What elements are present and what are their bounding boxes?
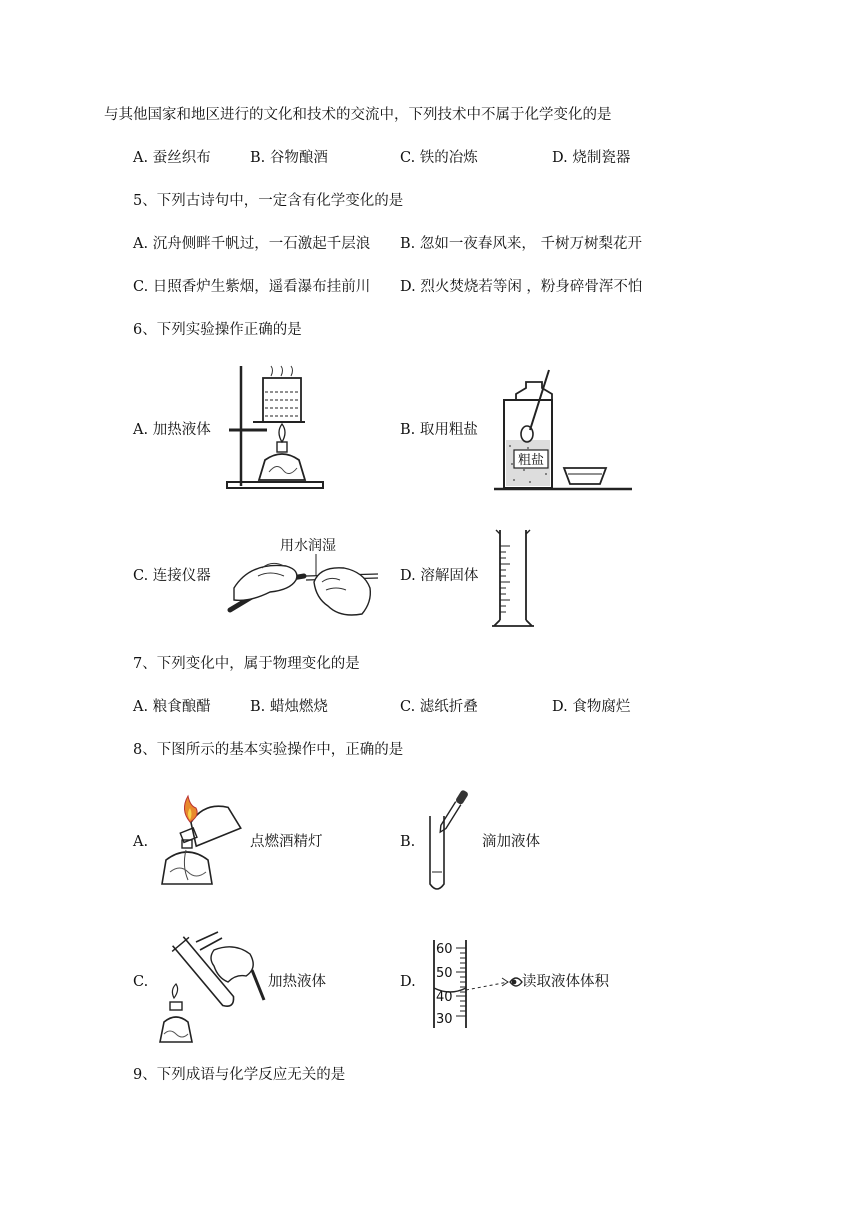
test-tube-heating-figure <box>156 930 266 1046</box>
question-8-stem: 8、下图所示的基本实验操作中，正确的是 <box>133 742 404 758</box>
q4-option-c[interactable]: C. 铁的冶炼 <box>400 150 478 166</box>
question-9-stem: 9、下列成语与化学反应无关的是 <box>133 1067 346 1083</box>
heating-apparatus-figure <box>225 362 325 492</box>
q8-option-d-letter[interactable]: D. <box>400 974 416 990</box>
q4-option-a[interactable]: A. 蚕丝织布 <box>133 150 211 166</box>
q5-option-d[interactable]: D. 烈火焚烧若等闲 ，粉身碎骨浑不怕 <box>400 279 643 295</box>
q4-option-d[interactable]: D. 烧制瓷器 <box>552 150 631 166</box>
q8-option-b-letter[interactable]: B. <box>400 834 416 850</box>
alcohol-lamp-figure <box>156 792 248 890</box>
q5-option-a[interactable]: A. 沉舟侧畔千帆过，一石激起千层浪 <box>133 236 371 252</box>
cylinder-tick-50: 50 <box>436 966 453 981</box>
cylinder-tick-40: 40 <box>436 990 453 1005</box>
q7-option-a[interactable]: A. 粮食酿醋 <box>133 699 211 715</box>
q8-option-b-caption: 滴加液体 <box>482 834 540 850</box>
q6-option-d[interactable]: D. 溶解固体 <box>400 568 479 584</box>
q6-option-a[interactable]: A. 加热液体 <box>133 422 211 438</box>
question-4-stem: 与其他国家和地区进行的文化和技术的交流中，下列技术中不属于化学变化的是 <box>104 107 612 123</box>
cylinder-tick-60: 60 <box>436 942 453 957</box>
q7-option-c[interactable]: C. 滤纸折叠 <box>400 699 478 715</box>
wet-label: 用水润湿 <box>280 538 336 554</box>
q4-option-b[interactable]: B. 谷物酿酒 <box>250 150 328 166</box>
question-5-stem: 5、下列古诗句中，一定含有化学变化的是 <box>133 193 404 209</box>
q6-option-c[interactable]: C. 连接仪器 <box>133 568 211 584</box>
q6-option-b[interactable]: B. 取用粗盐 <box>400 422 478 438</box>
q8-option-d-caption: 读取液体体积 <box>522 974 609 990</box>
cylinder-tick-30: 30 <box>436 1012 453 1027</box>
q8-option-a-caption: 点燃酒精灯 <box>250 834 323 850</box>
q7-option-b[interactable]: B. 蜡烛燃烧 <box>250 699 328 715</box>
q8-option-c-caption: 加热液体 <box>268 974 326 990</box>
q5-option-b[interactable]: B. 忽如一夜春风来， 千树万树梨花开 <box>400 236 642 252</box>
q5-option-c[interactable]: C. 日照香炉生紫烟，遥看瀑布挂前川 <box>133 279 371 295</box>
jar-label: 粗盐 <box>517 453 545 468</box>
connecting-apparatus-figure <box>222 532 382 622</box>
q7-option-d[interactable]: D. 食物腐烂 <box>552 699 631 715</box>
measuring-cylinder-figure <box>488 526 538 630</box>
q8-option-a-letter[interactable]: A. <box>133 834 149 850</box>
dropper-test-tube-figure <box>424 786 474 896</box>
question-7-stem: 7、下列变化中，属于物理变化的是 <box>133 656 360 672</box>
q8-option-c-letter[interactable]: C. <box>133 974 149 990</box>
question-6-stem: 6、下列实验操作正确的是 <box>133 322 302 338</box>
salt-jar-figure <box>494 364 634 494</box>
